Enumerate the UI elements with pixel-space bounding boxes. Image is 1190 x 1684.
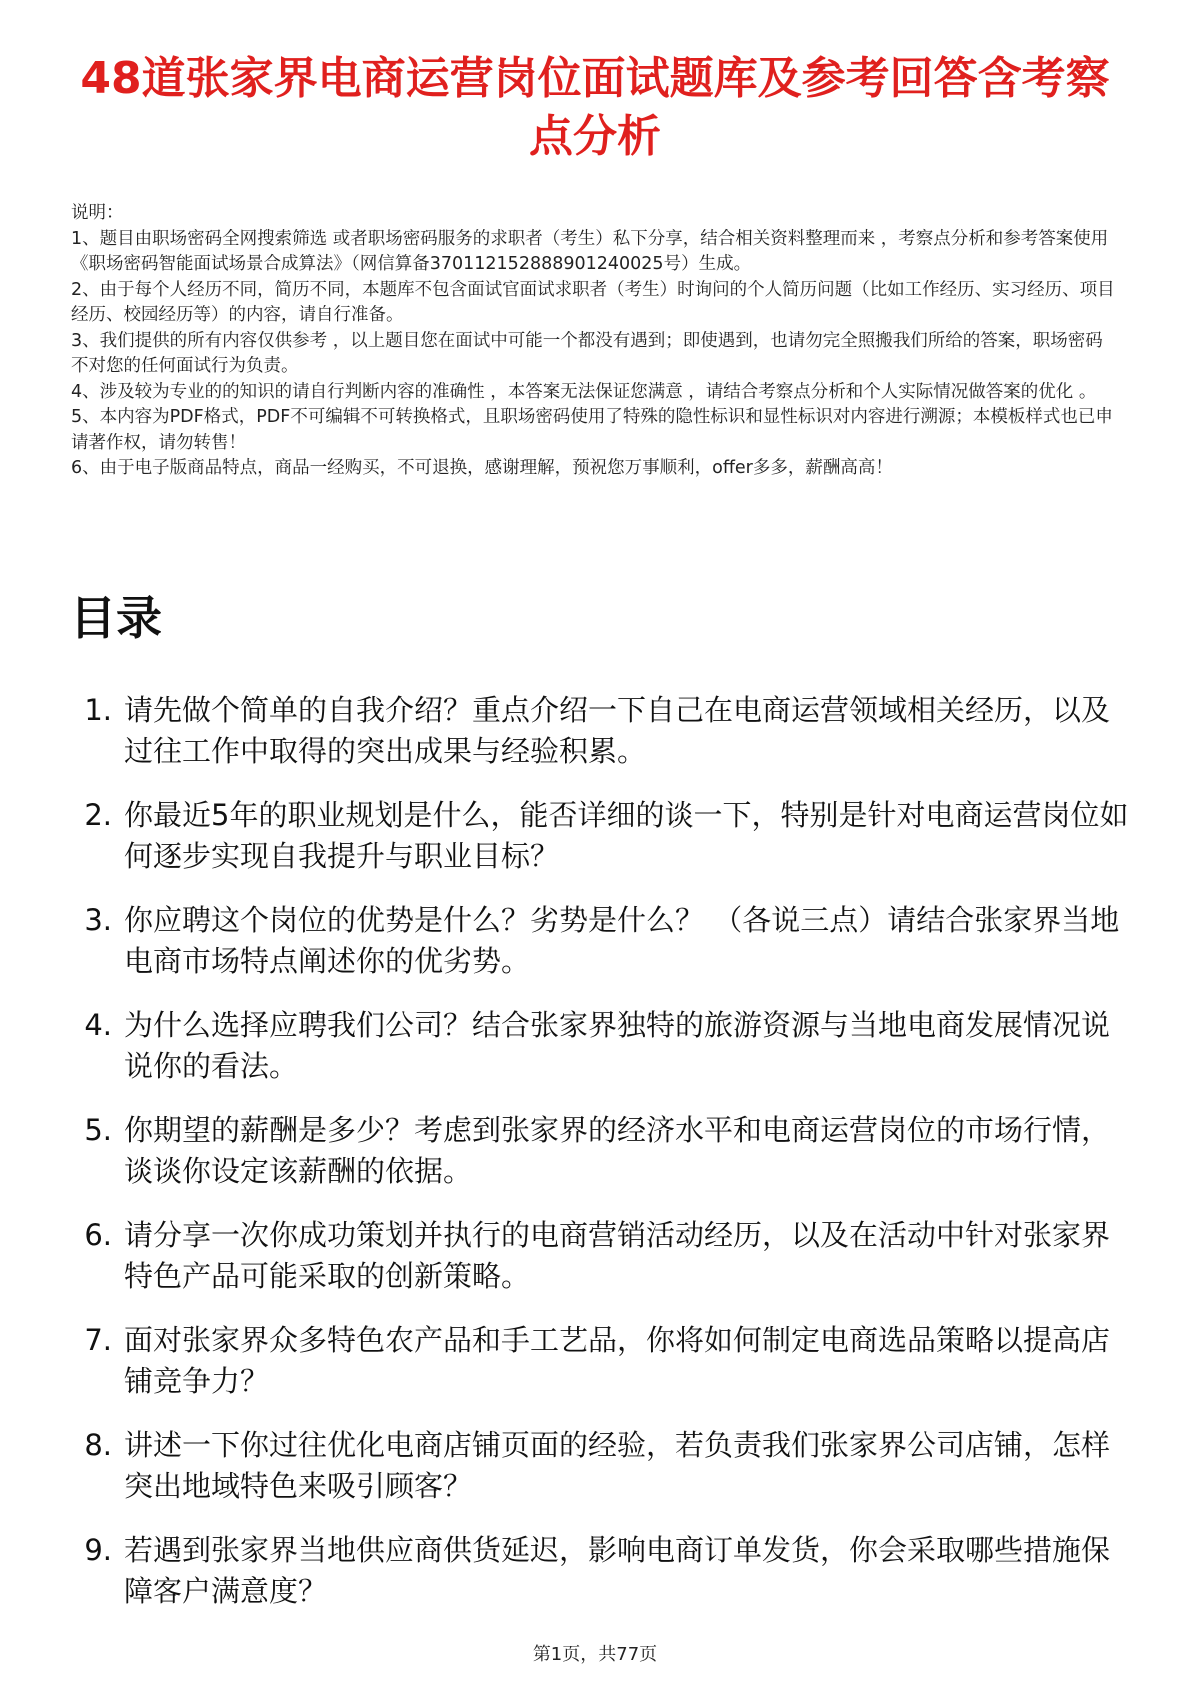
question-number: 9. [84, 1533, 112, 1567]
note-item: 5、本内容为PDF格式，PDF不可编辑不可转换格式，且职场密码使用了特殊的隐性标识和显性标识对内容进行溯源；本模板样式也已申请著作权，请勿转售！ [71, 407, 1113, 453]
notes-section [71, 201, 1120, 482]
question-text: 若遇到张家界当地供应商供货延迟，影响电商订单发货，你会采取哪些措施保障客户满意度？ [124, 1533, 1111, 1608]
question-number: 4. [84, 1008, 112, 1042]
question-number: 2. [84, 798, 112, 832]
question-item [70, 1425, 1130, 1507]
question-text: 你应聘这个岗位的优势是什么？劣势是什么？ （各说三点）请结合张家界当地电商市场特点阐述你的优劣势。 [124, 903, 1120, 978]
note-item: 6、由于电子版商品特点，商品一经购买，不可退换，感谢理解，预祝您万事顺利，offer多多，薪酬高高！ [71, 458, 893, 478]
note-item: 2、由于每个人经历不同，简历不同，本题库不包含面试官面试求职者（考生）时询问的个人简历问题（比如工作经历、实习经历、项目经历、校园经历等）的内容，请自行准备。 [71, 279, 1115, 325]
question-number: 6. [84, 1218, 112, 1252]
question-text: 讲述一下你过往优化电商店铺页面的经验，若负责我们张家界公司店铺，怎样突出地域特色来吸引顾客？ [124, 1428, 1111, 1503]
question-number: 7. [84, 1323, 112, 1357]
toc-heading: 目录 [70, 591, 162, 645]
question-item [70, 1215, 1130, 1297]
question-item [70, 1005, 1130, 1087]
page-footer: 第1页，共77页 [532, 1644, 658, 1665]
question-text: 请先做个简单的自我介绍？重点介绍一下自己在电商运营领域相关经历，以及过往工作中取得的突出成果与经验积累。 [124, 693, 1111, 768]
question-number: 1. [84, 693, 112, 727]
question-text: 你最近5年的职业规划是什么，能否详细的谈一下，特别是针对电商运营岗位如何逐步实现自我提升与职业目标？ [124, 798, 1129, 873]
question-text: 为什么选择应聘我们公司？结合张家界独特的旅游资源与当地电商发展情况说说你的看法。 [124, 1008, 1111, 1083]
question-text: 面对张家界众多特色农产品和手工艺品，你将如何制定电商选品策略以提高店铺竞争力？ [124, 1323, 1111, 1398]
question-item [70, 900, 1130, 982]
question-text: 你期望的薪酬是多少？考虑到张家界的经济水平和电商运营岗位的市场行情，谈谈你设定该薪酬的依据。 [124, 1113, 1111, 1188]
note-item: 3、我们提供的所有内容仅供参考 ，以上题目您在面试中可能一个都没有遇到；即使遇到，也请勿完全照搬我们所给的答案，职场密码不对您的任何面试行为负责。 [71, 330, 1103, 376]
question-number: 3. [84, 903, 112, 937]
notes-heading: 说明： [71, 203, 124, 223]
page-title: 48道张家界电商运营岗位面试题库及参考回答含考察点分析 [80, 53, 1110, 162]
question-item [70, 1320, 1130, 1402]
question-number: 8. [84, 1428, 112, 1462]
question-item [70, 795, 1130, 877]
question-number: 5. [84, 1113, 112, 1147]
question-list [70, 690, 1130, 1635]
question-text: 请分享一次你成功策划并执行的电商营销活动经历，以及在活动中针对张家界特色产品可能采取的创新策略。 [124, 1218, 1111, 1293]
note-item: 1、题目由职场密码全网搜索筛选 或者职场密码服务的求职者（考生）私下分享，结合相关资料整理而来 ，考察点分析和参考答案使用《职场密码智能面试场景合成算法》（网信算备370112152888901240025号）生成。 [71, 228, 1109, 274]
note-item: 4、涉及较为专业的的知识的请自行判断内容的准确性 ，本答案无法保证您满意 ，请结合考察点分析和个人实际情况做答案的优化 。 [71, 381, 1097, 402]
question-item [70, 690, 1130, 772]
question-item [70, 1530, 1130, 1612]
question-item [70, 1110, 1130, 1192]
